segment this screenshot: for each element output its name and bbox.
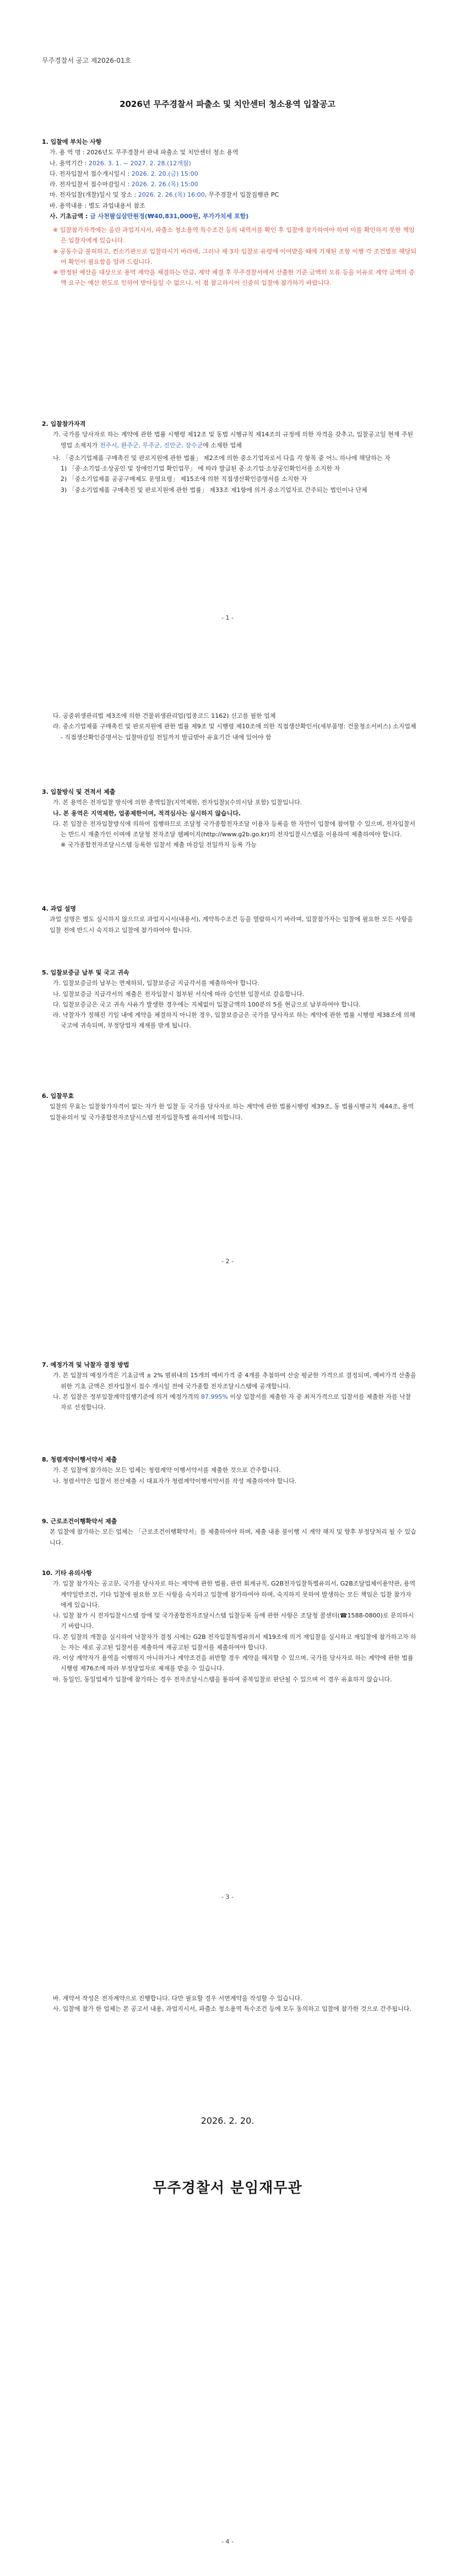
page-number: - 2 - [221, 1258, 234, 1265]
line: 나. 입찰보증금 지급각서의 제출은 전자입찰시 첨부된 서식에 따라 승인한 입찰서로 갈음합니다. [53, 990, 305, 998]
line: 나. 「중소기업제품 구매촉진 및 판로지원에 관한 법률」 제2조에 의한 중소기업자로서 다음 각 항목 중 어느 하나에 해당하는 자 [53, 454, 391, 462]
announcement-date: 2026. 2. 20. [201, 2115, 254, 2126]
line: ※ 국가종합전자조달시스템 등록한 입찰서 제출 마감일 전일까지 등록 가능 [61, 841, 257, 849]
section-heading: 8. 청렴계약이행서약서 제출 [42, 1456, 117, 1463]
line: 사. 기초금액 : 금 사천팔십삼만원정(₩40,831,000원, 부가가치세 포함) [50, 212, 249, 220]
line: 라. 이상 계약자가 용역을 이행하지 아니하거나 계약조건을 위반할 경우 계약을 해지할 수 있으며, 국가를 당사자로 하는 계약에 관한 법률 시행령 제76조에 따라 부정당업자로 제재를 받을 수 있습니다. [53, 1654, 414, 1673]
line: 2) 「중소기업제품 공공구매제도 운영요령」 제15조에 의한 직접생산확인증명서를 소지한 자 [61, 475, 307, 483]
page-number: - 1 - [221, 614, 234, 621]
line: 라. 전자입찰서 접수마감일시 : 2026. 2. 26.(목) 15:00 [50, 181, 198, 188]
region-list: 전주시, 완주군, 무주군, 진안군, 장수군 [99, 441, 203, 449]
line: 가. 본 입찰의 예정가격은 기초금액 ± 2% 범위내의 15개의 예비가격 중 4개를 추첨하여 산술 평균한 가격으로 결정되며, 예비가격 산출을 위한 기초 금액은 전자입찰서 접수 개시일 전에 국가종합 전자조달시스템에 공개합니다. [53, 1372, 416, 1390]
section-1 [42, 137, 416, 289]
section-10-cont [42, 1993, 416, 2015]
section-heading: 3. 입찰방식 및 견적서 제출 [42, 788, 116, 795]
section-heading: 5. 입찰보증금 납부 및 국고 귀속 [42, 969, 129, 976]
page-number: - 3 - [221, 1893, 234, 1901]
section-10 [42, 1568, 416, 1685]
section-8 [42, 1454, 416, 1486]
section-2 [42, 419, 416, 495]
bid-close-datetime: 2026. 2. 26.(목) 15:00 [131, 181, 198, 188]
line: 나. 용역기간 : 2026. 3. 1. ~ 2027. 2. 28.(12개월) [50, 159, 191, 167]
issuing-organization: 무주경찰서 분임재무관 [153, 2180, 302, 2196]
line: 라. 중소기업제품 구매촉진 및 판로지원에 관한 법률 제9조 및 시행령 제10조에 의한 직접생산확인서(세부품명: 건물청소서비스) 소지업체 [53, 723, 416, 730]
section-heading: 6. 입찰무효 [42, 1092, 74, 1100]
line: 라. 낙찰자가 정해진 기일 내에 계약을 체결하지 아니한 경우, 입찰보증금은 국가를 당사자로 하는 계약에 관한 법률 시행령 제38조에 의해 국고에 귀속되며, 부정당업자 제재를 받게 됩니다. [53, 1011, 415, 1030]
line: - 직접생산확인증명서는 입찰마감일 전일까지 발급받아 유효기간 내에 있어야 함 [61, 733, 272, 741]
line: 마. 전자입찰(개찰)일시 및 장소 : 2026. 2. 26.(목) 16:00, 무주경찰서 입찰집행관 PC [50, 191, 279, 199]
line: 다. 입찰보증금은 국고 귀속 사유가 발생한 경우에는 지체없이 입찰금액의 100분의 5를 현금으로 납부하여야 합니다. [53, 1000, 361, 1008]
line: 1) 「중·소기업·소상공인 및 장애인기업 확인업무」 에 따라 발급된 중·소기업·소상공인확인서를 소지한 자 [61, 465, 340, 472]
section-heading: 9. 근로조건이행확약서 제출 [42, 1518, 117, 1525]
contract-period: 2026. 3. 1. ~ 2027. 2. 28.(12개월) [88, 159, 191, 167]
min-bid-rate: 87.995% [201, 1393, 228, 1400]
line: 나. 본 입찰은 정부입찰계약집행기준에 의거 예정가격의 87.995% 이상 입찰서를 제출한 자 중 최저가격으로 입찰서를 제출한 자를 낙찰자로 선정합니다. [53, 1393, 411, 1411]
line: 다. 본 입찰은 전자입찰방식에 의하여 집행하므로 조달청 국가종합전자조달 이용자 등록을 한 자만이 입찰에 참여할 수 있으며, 전자입찰서는 반드시 재출가인 이며에 조달청 전자조달 웹페이지(http://www.g2b.go.kr)의 전자입찰시스템을 이용하여 제출하여야 합니다. [53, 820, 415, 838]
section-7 [42, 1360, 416, 1413]
section-6 [42, 1091, 416, 1123]
line: 다. 공중위생관리법 제3조에 의한 건물위생관리업(업종코드 1162) 신고를 필한 업체 [53, 712, 276, 719]
line: 마. 동일인, 동일업체가 입찰에 참가하는 경우 전자조달시스템을 통하여 중복입찰로 판단될 수 있으며 이 경우 유효하지 않습니다. [53, 1675, 392, 1683]
line: 나. 입찰 참가 시 전자입찰시스템 장애 및 국가종합전자조달시스템 입찰등록 등에 관한 사항은 조달청 콜센터(☎1588-0800)로 문의하시기 바랍니다. [53, 1612, 414, 1630]
line: 가. 국가를 당사자로 하는 계약에 관한 법률 시행령 제12조 및 동법 시행규칙 제14조의 규정에 의한 자격을 갖추고, 입찰공고일 현재 주된 영업 소재지가 전주시, 완주군, 무주군, 진안군, 장수군에 소재한 업체 [53, 431, 413, 449]
bid-open-datetime: 2026. 2. 20.(금) 15:00 [131, 170, 198, 177]
line: 가. 입찰 참가자는 공고문, 국가를 당사자로 하는 계약에 관한 법률, 관련 회계규칙, G2B전자입찰특별유의서, G2B조달업체이용약관, 용역계약일반조건, 기타 입찰에 필요한 모든 사항을 숙지하고 입찰에 참가하여야 하며, 숙지하지 못하여 발생하는 모든 책임은 입찰 참가자에게 있습니다. [53, 1580, 415, 1609]
notice-2: ※ 공동수급 불허하고, 컨소기관으로 입찰하시기 바라며, 그러나 제 3자 입찰로 유령에 이어받을 때에 기재된 조항 이행 각 조건별로 해당되어 확인이 필요함을 알려 드립니다. [53, 247, 416, 266]
section-2-cont [42, 711, 416, 743]
page-number: - 4 - [221, 2538, 234, 2545]
line: 사. 입찰에 참가 한 업체는 본 공고서 내용, 과업지시서, 파출소 청소용역 특수조건 등에 모두 동의하고 입찰에 참가한 것으로 간주됩니다. [53, 2005, 411, 2013]
section-heading: 2. 입찰참가자격 [42, 420, 86, 427]
line: 과업 설명은 별도 실시하지 않으므로 과업지시서(내용서), 계약특수조건 등을 열람하시기 바라며, 입찰참가자는 입찰에 필요한 모든 사항을 입찰 전에 반드시 숙지하고 입찰에 참가하여야 합니다. [50, 916, 413, 934]
opening-datetime: 2026. 2. 26.(목) 16:00 [138, 191, 205, 199]
page-title: 2026년 무주경찰서 파출소 및 치안센터 청소용역 입찰공고 [120, 99, 335, 109]
line: 바. 용역내용 : 별도 과업내용서 참조 [50, 202, 145, 209]
section-5 [42, 967, 416, 1031]
notice-3: ※ 한정된 예산을 대상으로 용역 계약을 체결하는 만큼, 계약 체결 후 무주경찰서에서 산출한 기준 금액의 오류 등을 이유로 계약 금액의 증액 요구는 예산 한도로 인하여 받아들일 수 없으니, 이 점 참고하시어 신중히 입찰에 참가하기 바랍니다. [53, 269, 415, 287]
base-amount: 금 사천팔십삼만원정(₩40,831,000원, 부가가치세 포함) [90, 212, 249, 220]
section-heading: 1. 입찰에 부치는 사항 [42, 138, 102, 145]
document-number: 무주경찰서 공고 제2026-01호 [42, 57, 132, 64]
line: 가. 용 역 명 : 2026년도 무주경찰서 관내 파출소 및 치안센터 청소 용역 [50, 149, 239, 156]
section-heading: 7. 예정가격 및 낙찰자 결정 방법 [42, 1361, 129, 1368]
line: 나. 청렴서약은 입찰서 전산제출 시 대표자가 청렴계약이행서약서를 작성 제출하여야 합니다. [53, 1477, 297, 1485]
line: 가. 본 입찰에 참가하는 모든 업체는 청렴계약 이행서약서를 제출한 것으로 간주합니다. [53, 1466, 281, 1474]
line: 입찰의 무효는 입찰참가자격이 없는 자가 한 입찰 등 국가를 당사자로 하는 계약에 관한 법률시행령 제39조, 동 법률시행규칙 제44조, 용역 입찰유의서 및 국가종합전자조달시스템 전자입찰특별 유의서에 의합니다. [50, 1103, 414, 1121]
line: 3) 「중소기업제품 구매촉진 및 판로지원에 관한 법률」 제33조 제1항에 의거 중소기업자로 간주되는 법인이나 단체 [61, 486, 367, 494]
line: 다. 전자입찰서 접수개시일시 : 2026. 2. 20.(금) 15:00 [50, 170, 198, 177]
line: 바. 계약서 작성은 전자계약으로 진행합니다. 다만 필요할 경우 서면계약을 작성할 수 있습니다. [53, 1995, 302, 2002]
section-9 [42, 1516, 416, 1548]
line: 나. 본 용역은 지역제한, 업종제한이며, 적격심사는 실시하지 않습니다. [53, 809, 241, 817]
line: 다. 본 입찰의 개찰을 실시하여 낙찰자가 결정 시에는 G2B 전자입찰특별유의서 제19조에 의거 재입찰을 실시하고 재입찰에 참가하고자 하는 자는 새로 공고된 입찰서를 제출하여 재공고된 입찰서를 제출하여야 합니다. [53, 1633, 416, 1651]
notice-1: ※ 입찰참가자격에는 올린 과업지시서, 파출소 청소용역 특수조건 등의 내역서를 확인 후 입찰에 참가하여야 하며 이를 확인하지 못한 책임은 입찰자에게 있습니다. [53, 226, 415, 245]
line: 본 입찰에 참가하는 모든 업체는 「근로조건이행확약서」를 제출하여야 하며, 제출 내용 불이행 시 계약 해지 및 향후 부정당처리 될 수 있습니다. [50, 1528, 416, 1546]
section-heading: 4. 과업 설명 [42, 905, 76, 912]
section-4 [42, 903, 416, 935]
line: 가. 입찰보증금의 납부는 면제하되, 입찰보증금 지급각서를 제출하여야 합니다. [53, 979, 259, 987]
section-heading: 10. 기타 유의사항 [42, 1570, 92, 1577]
line: 가. 본 용역은 전자입찰 방식에 의한 총액입찰(지역제한, 전자입찰)(수의시담 포함) 입찰입니다. [53, 799, 302, 807]
section-3 [42, 787, 416, 851]
